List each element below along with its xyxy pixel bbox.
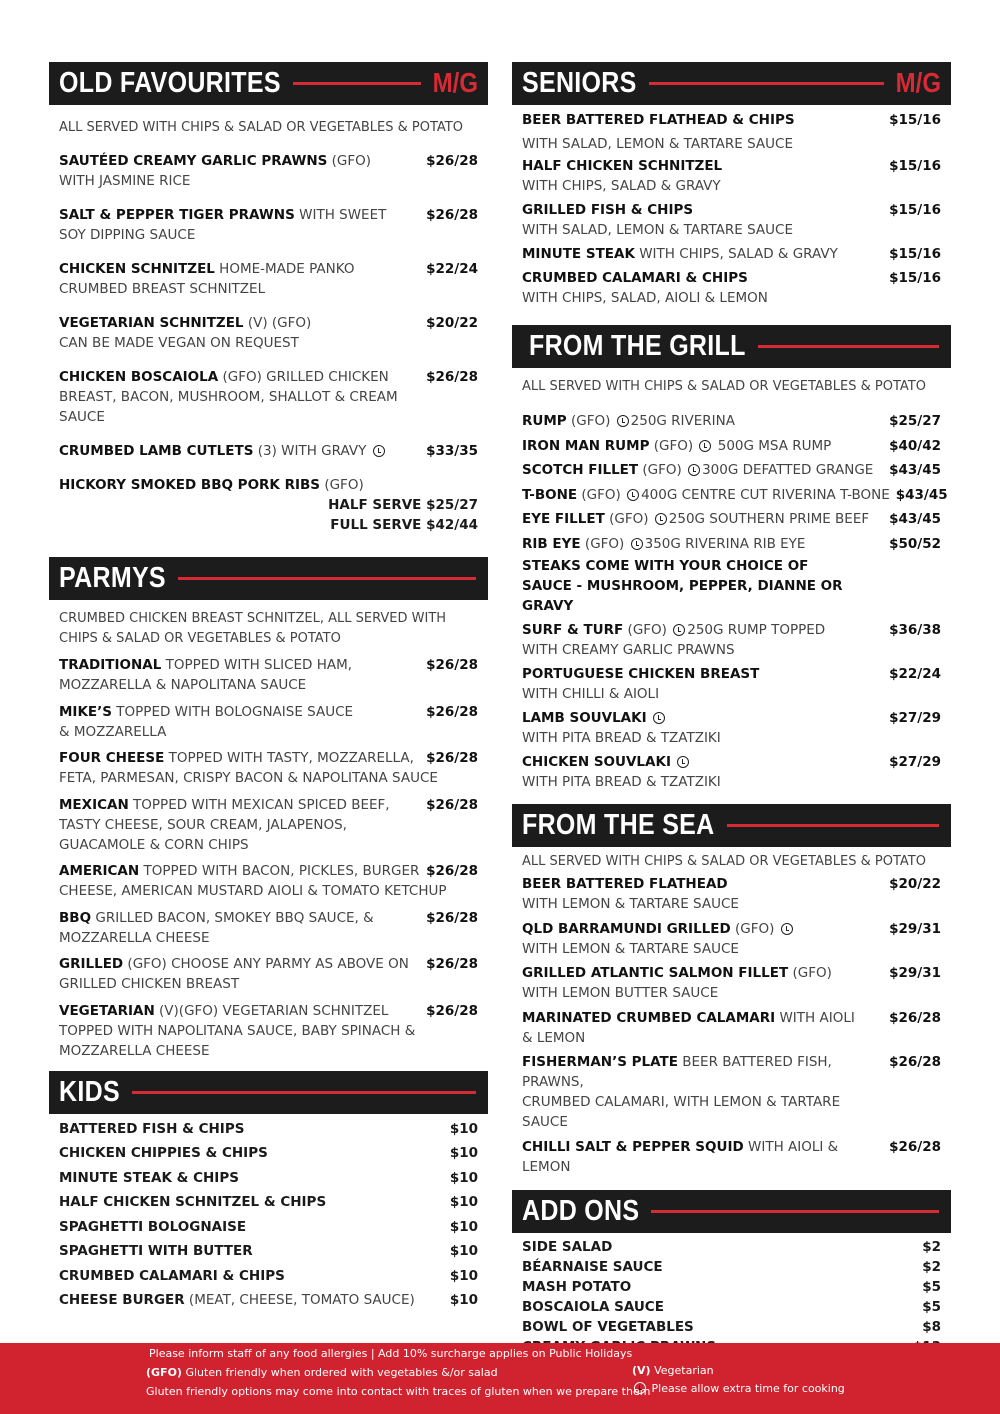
item-desc: 250G RUMP TOPPED	[687, 622, 826, 638]
section-title: FROM THE GRILL	[529, 329, 746, 363]
item-name: CHICKEN SOUVLAKI	[522, 754, 671, 770]
item-name: SPAGHETTI BOLOGNAISE	[59, 1218, 247, 1235]
item-price: $10	[449, 1218, 478, 1235]
section-title: OLD FAVOURITES	[59, 66, 281, 100]
menu-item	[512, 156, 951, 196]
item-desc: WITH AIOLI & LEMON	[522, 1138, 839, 1175]
item-desc: 250G SOUTHERN PRIME BEEF	[668, 511, 870, 527]
item-desc: (GFO)	[788, 965, 832, 981]
v-text: Vegetarian	[650, 1364, 714, 1377]
mg-label: M/G	[432, 67, 478, 99]
item-desc: TOPPED WITH BOLOGNAISE SAUCE	[112, 703, 354, 720]
item-name: BEER BATTERED FLATHEAD	[522, 876, 728, 892]
item-price: $26/28	[426, 153, 478, 169]
section-title: SENIORS	[522, 66, 637, 100]
item-name: CRUMBED LAMB CUTLETS	[59, 443, 254, 459]
item-desc: 400G CENTRE CUT RIVERINA T-BONE	[641, 486, 890, 503]
allergy-note: Please inform staff of any food allergies | Add 10% surcharge applies on Public Holidays	[149, 1347, 633, 1360]
item-name: CHICKEN CHIPPIES & CHIPS	[59, 1145, 268, 1161]
clock-icon	[373, 445, 385, 457]
menu-item	[512, 1008, 951, 1048]
section-note: ALL SERVED WITH CHIPS & SALAD OR VEGETABLES & POTATO	[522, 379, 926, 394]
item-price: $26/28	[426, 1002, 478, 1019]
item-price: $26/28	[889, 1138, 941, 1155]
clock-icon	[631, 538, 643, 550]
item-name: BÉARNAISE SAUCE	[522, 1258, 663, 1275]
item-price: $10	[449, 1194, 478, 1210]
item-desc: (GFO)	[730, 920, 775, 937]
item-desc: (MEAT, CHEESE, TOMATO SAUCE)	[184, 1292, 415, 1308]
item-name: VEGETARIAN	[59, 1002, 155, 1019]
item-price: $26/28	[426, 369, 478, 385]
item-name: BOSCAIOLA SAUCE	[522, 1298, 664, 1315]
item-name: PORTUGUESE CHICKEN BREAST	[522, 666, 760, 682]
item-name: RUMP	[522, 413, 567, 429]
item-desc: TOPPED WITH TASTY, MOZZARELLA,	[164, 750, 414, 766]
item-desc: GUACAMOLE & CORN CHIPS	[59, 836, 249, 853]
item-price: $26/28	[889, 1009, 941, 1026]
item-name: TRADITIONAL	[59, 657, 162, 673]
item-name: GRILLED ATLANTIC SALMON FILLET	[522, 965, 789, 981]
item-price: $26/28	[426, 750, 478, 766]
item-price: $10	[449, 1292, 478, 1308]
item-name: MIKE’S	[59, 703, 112, 720]
item-desc: WITH SWEET	[294, 207, 387, 223]
item-tag: (GFO)	[623, 622, 672, 638]
item-price: $20/22	[426, 315, 478, 331]
item-name: FISHERMAN’S PLATE	[522, 1054, 678, 1070]
item-price: $36/38	[889, 622, 941, 638]
old-favourites-header	[49, 62, 488, 105]
item-desc: (GFO) CHOOSE ANY PARMY AS ABOVE ON	[123, 956, 409, 972]
item-tag: (GFO)	[580, 535, 629, 552]
item-tag: (GFO)	[638, 462, 687, 478]
item-price: $10	[449, 1145, 478, 1161]
gfo-legend	[146, 1366, 498, 1379]
item-desc: HOME-MADE PANKO	[214, 261, 355, 277]
item-desc: WITH CHILLI & AIOLI	[522, 686, 660, 702]
item-name: QLD BARRAMUNDI GRILLED	[522, 920, 731, 937]
clock-legend	[632, 1382, 845, 1395]
clock-icon	[699, 440, 711, 452]
clock-icon	[781, 923, 793, 935]
left-column	[49, 62, 488, 1313]
item-price: $10	[449, 1267, 478, 1284]
item-desc: WITH LEMON & TARTARE SAUCE	[522, 940, 739, 957]
item-name: VEGETARIAN SCHNITZEL	[59, 315, 244, 331]
item-price: $50/52	[889, 535, 941, 552]
item-price: $29/31	[889, 965, 941, 981]
item-name: HALF CHICKEN SCHNITZEL & CHIPS	[59, 1194, 327, 1210]
item-price: $43/45	[889, 511, 941, 527]
clock-icon	[677, 756, 689, 768]
menu-item	[512, 268, 951, 308]
item-price: $15/16	[889, 158, 941, 174]
menu-item	[512, 108, 951, 156]
section-note: ALL SERVED WITH CHIPS & SALAD OR VEGETABLES & POTATO	[59, 120, 463, 135]
item-price: $15/16	[889, 246, 941, 262]
menu-item	[512, 620, 951, 660]
item-name: SCOTCH FILLET	[522, 462, 639, 478]
item-name: MARINATED CRUMBED CALAMARI	[522, 1009, 776, 1026]
item-price: $29/31	[889, 920, 941, 937]
item-price: $22/24	[889, 666, 941, 682]
item-name: BEER BATTERED FLATHEAD & CHIPS	[522, 112, 795, 128]
kids-item	[49, 1117, 488, 1142]
menu-item	[512, 752, 951, 792]
menu-item	[512, 963, 951, 1003]
item-name: BATTERED FISH & CHIPS	[59, 1120, 245, 1137]
item-desc: WITH CREAMY GARLIC PRAWNS	[522, 642, 735, 658]
item-price: $25/27	[889, 413, 941, 429]
mg-label: M/G	[895, 67, 941, 99]
addons-header	[512, 1190, 951, 1233]
item-price: $2	[922, 1238, 941, 1255]
menu-item	[49, 954, 488, 994]
menu-item	[49, 441, 488, 461]
parmys-header	[49, 557, 488, 600]
steak-item	[512, 409, 951, 434]
divider	[293, 82, 421, 85]
divider	[758, 345, 939, 348]
item-price: $15/16	[889, 112, 941, 128]
sea-header	[512, 804, 951, 847]
clock-icon	[673, 624, 685, 636]
divider	[132, 1091, 476, 1094]
item-desc: TOPPED WITH BACON, PICKLES, BURGER	[139, 863, 420, 879]
item-name: LAMB SOUVLAKI	[522, 710, 647, 726]
item-desc: WITH AIOLI	[775, 1009, 855, 1026]
item-desc: & MOZZARELLA	[59, 723, 167, 740]
item-desc: BEER BATTERED FISH, PRAWNS,	[522, 1054, 832, 1090]
item-price: $26/28	[426, 703, 478, 720]
item-desc: WITH CHIPS, SALAD & GRAVY	[522, 178, 721, 194]
gfo-tag: (GFO)	[146, 1366, 182, 1379]
item-name: BBQ	[59, 909, 92, 926]
item-name: SIDE SALAD	[522, 1238, 613, 1255]
item-price: $8	[922, 1318, 941, 1335]
clock-icon	[617, 415, 629, 427]
addon-item	[512, 1237, 951, 1257]
steak-item	[512, 507, 951, 532]
steak-item	[512, 532, 951, 557]
item-desc: (GFO) GRILLED CHICKEN	[218, 369, 389, 385]
item-desc: & LEMON	[522, 1029, 586, 1046]
clock-icon	[634, 1382, 646, 1394]
item-desc: WITH CHIPS, SALAD & GRAVY	[634, 246, 838, 262]
item-price: $10	[449, 1243, 478, 1259]
item-name: MINUTE STEAK & CHIPS	[59, 1169, 239, 1186]
item-price: $10	[449, 1169, 478, 1186]
item-name: CHILLI SALT & PEPPER SQUID	[522, 1138, 744, 1155]
gluten-note: Gluten friendly options may come into contact with traces of gluten when we prepare them	[146, 1385, 651, 1398]
grill-header	[512, 325, 951, 368]
addon-item	[512, 1317, 951, 1337]
menu-item	[49, 795, 488, 855]
gfo-text: Gluten friendly when ordered with vegetables &/or salad	[181, 1366, 498, 1379]
sauce-note-text: STEAKS COME WITH YOUR CHOICE OF SAUCE - MUSHROOM, PEPPER, DIANNE OR GRAVY	[522, 558, 843, 614]
item-name: MINUTE STEAK	[522, 246, 635, 262]
clock-icon	[627, 489, 639, 501]
steak-item	[512, 434, 951, 459]
item-price: $26/28	[426, 657, 478, 673]
menu-item	[512, 1137, 951, 1177]
footer-bar	[0, 1343, 1000, 1414]
divider	[649, 82, 884, 85]
item-name: IRON MAN RUMP	[522, 437, 650, 454]
item-desc: WITH SALAD, LEMON & TARTARE SAUCE	[522, 222, 794, 238]
menu-item	[49, 259, 488, 299]
item-desc: WITH PITA BREAD & TZATZIKI	[522, 730, 721, 746]
item-name: RIB EYE	[522, 535, 581, 552]
v-tag: (V)	[632, 1364, 651, 1377]
item-name: FOUR CHEESE	[59, 750, 165, 766]
item-name: SPAGHETTI WITH BUTTER	[59, 1243, 253, 1259]
item-desc: MOZZARELLA CHEESE	[59, 929, 210, 946]
kids-item	[49, 1288, 488, 1313]
menu-item	[512, 874, 951, 914]
item-desc: WITH CHIPS, SALAD, AIOLI & LEMON	[522, 290, 768, 306]
item-desc: CRUMBED BREAST SCHNITZEL	[59, 281, 266, 297]
menu-item	[49, 861, 488, 901]
vegetarian-legend	[632, 1364, 714, 1377]
item-price: $26/28	[426, 956, 478, 972]
item-price: $27/29	[889, 710, 941, 726]
kids-item	[49, 1264, 488, 1289]
item-desc: 250G RIVERINA	[630, 413, 735, 429]
item-tag: (GFO)	[566, 413, 615, 429]
item-desc: (GFO)	[327, 153, 372, 169]
item-desc: MOZZARELLA & NAPOLITANA SAUCE	[59, 677, 307, 693]
item-price: $43/45	[895, 486, 948, 503]
addon-item	[512, 1277, 951, 1297]
item-desc: SOY DIPPING SAUCE	[59, 227, 196, 243]
item-desc: TOPPED WITH NAPOLITANA SAUCE, BABY SPINACH &	[59, 1022, 416, 1039]
menu-item	[512, 664, 951, 704]
item-desc: CHEESE, AMERICAN MUSTARD AIOLI & TOMATO KETCHUP	[59, 883, 447, 899]
section-note: ALL SERVED WITH CHIPS & SALAD OR VEGETABLES & POTATO	[522, 854, 926, 869]
menu-item	[49, 1001, 488, 1061]
menu-item	[512, 244, 951, 264]
item-desc: 300G DEFATTED GRANGE	[702, 462, 874, 478]
addon-item	[512, 1297, 951, 1317]
clock-icon	[655, 513, 667, 525]
menu-item	[49, 655, 488, 695]
section-title: PARMYS	[59, 561, 166, 595]
menu-item	[49, 702, 488, 742]
item-price: $43/45	[889, 462, 941, 478]
item-desc: MOZZARELLA CHEESE	[59, 1042, 210, 1059]
clock-icon	[653, 712, 665, 724]
menu-item	[512, 708, 951, 748]
item-desc: TOPPED WITH MEXICAN SPICED BEEF,	[128, 796, 390, 813]
menu-item	[49, 151, 488, 191]
item-desc: (3) WITH GRAVY	[253, 443, 367, 459]
menu-item	[512, 1052, 951, 1132]
divider	[727, 824, 940, 827]
sauce-note	[512, 556, 951, 616]
item-price: $33/35	[426, 443, 478, 459]
item-price: $26/28	[426, 796, 478, 813]
seniors-header	[512, 62, 951, 105]
addon-item	[512, 1257, 951, 1277]
item-name: MEXICAN	[59, 796, 129, 813]
clock-icon	[688, 464, 700, 476]
item-desc: 500G MSA RUMP	[713, 437, 832, 454]
item-price: $5	[922, 1298, 941, 1315]
item-desc: BREAST, BACON, MUSHROOM, SHALLOT & CREAM SAUCE	[59, 389, 398, 425]
divider	[651, 1210, 939, 1213]
item-desc: (V) (GFO)	[243, 315, 312, 331]
menu-item	[512, 919, 951, 959]
kids-item	[49, 1166, 488, 1191]
section-note: CRUMBED CHICKEN BREAST SCHNITZEL, ALL SERVED WITH CHIPS & SALAD OR VEGETABLES & POTATO	[59, 611, 447, 646]
item-name: GRILLED	[59, 956, 124, 972]
item-name: AMERICAN	[59, 863, 140, 879]
item-name: CRUMBED CALAMARI & CHIPS	[59, 1267, 285, 1284]
item-name: BOWL OF VEGETABLES	[522, 1318, 694, 1335]
item-desc: WITH JASMINE RICE	[59, 173, 191, 189]
item-price: $26/28	[426, 863, 478, 879]
item-price: $26/28	[426, 909, 478, 926]
item-price: $26/28	[426, 207, 478, 223]
item-name: HICKORY SMOKED BBQ PORK RIBS	[59, 477, 321, 493]
item-name: CRUMBED CALAMARI & CHIPS	[522, 270, 748, 286]
item-name: HALF CHICKEN SCHNITZEL	[522, 158, 723, 174]
steak-item	[512, 458, 951, 483]
item-price: $10	[449, 1120, 478, 1137]
section-title: KIDS	[59, 1075, 120, 1108]
item-desc: WITH PITA BREAD & TZATZIKI	[522, 774, 721, 790]
item-tag: (GFO)	[649, 437, 698, 454]
item-price: $15/16	[889, 270, 941, 286]
half-serve-price: HALF SERVE $25/27	[328, 497, 478, 513]
item-name: MASH POTATO	[522, 1278, 632, 1295]
item-name: GRILLED FISH & CHIPS	[522, 202, 694, 218]
steak-item	[512, 483, 951, 508]
item-desc: WITH LEMON & TARTARE SAUCE	[522, 896, 739, 912]
item-price: $15/16	[889, 202, 941, 218]
item-desc: TASTY CHEESE, SOUR CREAM, JALAPENOS,	[59, 816, 347, 833]
item-desc: (V)(GFO) VEGETARIAN SCHNITZEL	[154, 1002, 389, 1019]
menu-item	[512, 200, 951, 240]
item-name: SURF & TURF	[522, 622, 624, 638]
item-tag: (GFO)	[604, 511, 653, 527]
section-title: FROM THE SEA	[522, 808, 715, 842]
menu-item	[49, 908, 488, 948]
item-price: $27/29	[889, 754, 941, 770]
clock-text: Please allow extra time for cooking	[651, 1382, 845, 1395]
item-desc: (GFO)	[320, 477, 364, 493]
item-price: $20/22	[889, 876, 941, 892]
section-title: ADD ONS	[522, 1194, 640, 1227]
item-price: $5	[922, 1278, 941, 1295]
right-column	[512, 62, 951, 1357]
menu-item	[49, 367, 488, 427]
item-desc: CAN BE MADE VEGAN ON REQUEST	[59, 335, 299, 351]
menu-item	[49, 748, 488, 788]
item-price: $26/28	[889, 1054, 941, 1070]
menu-item	[49, 475, 488, 495]
item-desc: TOPPED WITH SLICED HAM,	[161, 657, 353, 673]
item-name: EYE FILLET	[522, 511, 605, 527]
menu-item	[49, 313, 488, 353]
item-name: CHICKEN SCHNITZEL	[59, 261, 215, 277]
kids-item	[49, 1239, 488, 1264]
item-desc: FETA, PARMESAN, CRISPY BACON & NAPOLITANA SAUCE	[59, 770, 438, 786]
kids-item	[49, 1215, 488, 1240]
item-desc: GRILLED CHICKEN BREAST	[59, 976, 240, 992]
item-tag: (GFO)	[577, 486, 626, 503]
menu-item	[49, 205, 488, 245]
item-name: SAUTÉED CREAMY GARLIC PRAWNS	[59, 153, 328, 169]
item-desc: 350G RIVERINA RIB EYE	[644, 535, 806, 552]
item-price: $40/42	[889, 437, 941, 454]
item-name: T-BONE	[522, 486, 578, 503]
kids-header	[49, 1071, 488, 1114]
item-desc: GRILLED BACON, SMOKEY BBQ SAUCE, &	[91, 909, 374, 926]
item-price: $22/24	[426, 261, 478, 277]
item-price: $2	[922, 1258, 941, 1275]
item-desc: CRUMBED CALAMARI, WITH LEMON & TARTARE SAUCE	[522, 1094, 841, 1130]
divider	[178, 577, 476, 580]
kids-item	[49, 1141, 488, 1166]
item-desc: WITH SALAD, LEMON & TARTARE SAUCE	[522, 136, 794, 152]
kids-item	[49, 1190, 488, 1215]
item-name: CHEESE BURGER	[59, 1292, 185, 1308]
item-name: SALT & PEPPER TIGER PRAWNS	[59, 207, 295, 223]
full-serve-price: FULL SERVE $42/44	[330, 517, 478, 533]
item-desc: WITH LEMON BUTTER SAUCE	[522, 985, 719, 1001]
item-name: CHICKEN BOSCAIOLA	[59, 369, 219, 385]
